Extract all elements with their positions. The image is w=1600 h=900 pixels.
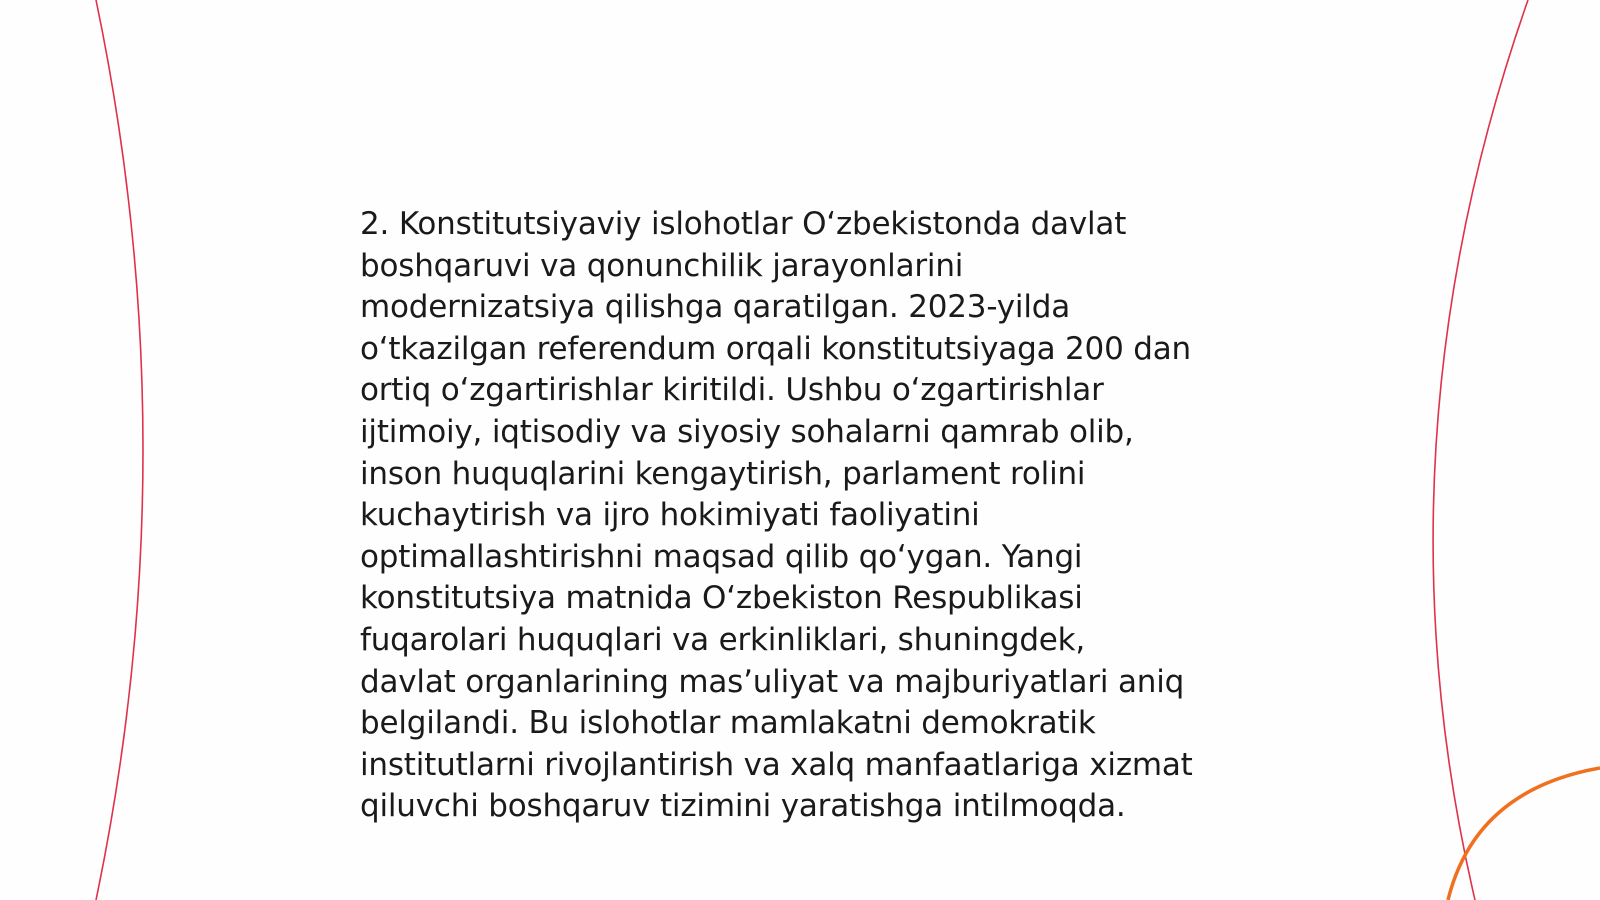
paragraph-line: institutlarni rivojlantirish va xalq manfaatlariga xizmat (360, 746, 1193, 783)
body-paragraph (360, 204, 1250, 828)
paragraph-line: inson huquqlarini kengaytirish, parlament rolini (360, 455, 1086, 492)
paragraph-line: konstitutsiya matnida O‘zbekiston Respublikasi (360, 580, 1083, 617)
paragraph-line: boshqaruvi va qonunchilik jarayonlarini (360, 247, 964, 284)
paragraph-line: o‘tkazilgan referendum orqali konstitutsiyaga 200 dan (360, 330, 1191, 367)
paragraph-line: qiluvchi boshqaruv tizimini yaratishga intilmoqda. (360, 788, 1126, 825)
paragraph-line: ijtimoiy, iqtisodiy va siyosiy sohalarni qamrab olib, (360, 413, 1134, 450)
paragraph-line: ortiq o‘zgartirishlar kiritildi. Ushbu o‘zgartirishlar (360, 372, 1104, 409)
right-red-curve (1433, 0, 1528, 900)
paragraph-line: fuqarolari huquqlari va erkinliklari, shuningdek, (360, 621, 1086, 658)
paragraph-line: kuchaytirish va ijro hokimiyati faoliyatini (360, 497, 980, 534)
paragraph-line: optimallashtirishni maqsad qilib qo‘ygan. Yangi (360, 538, 1083, 575)
left-red-curve (96, 0, 143, 900)
paragraph-line: 2. Konstitutsiyaviy islohotlar O‘zbekistonda davlat (360, 206, 1127, 242)
paragraph-line: belgilandi. Bu islohotlar mamlakatni demokratik (360, 705, 1096, 742)
paragraph-line: modernizatsiya qilishga qaratilgan. 2023-yilda (360, 289, 1071, 326)
paragraph-line: davlat organlarining mas’uliyat va majburiyatlari aniq (360, 663, 1185, 700)
